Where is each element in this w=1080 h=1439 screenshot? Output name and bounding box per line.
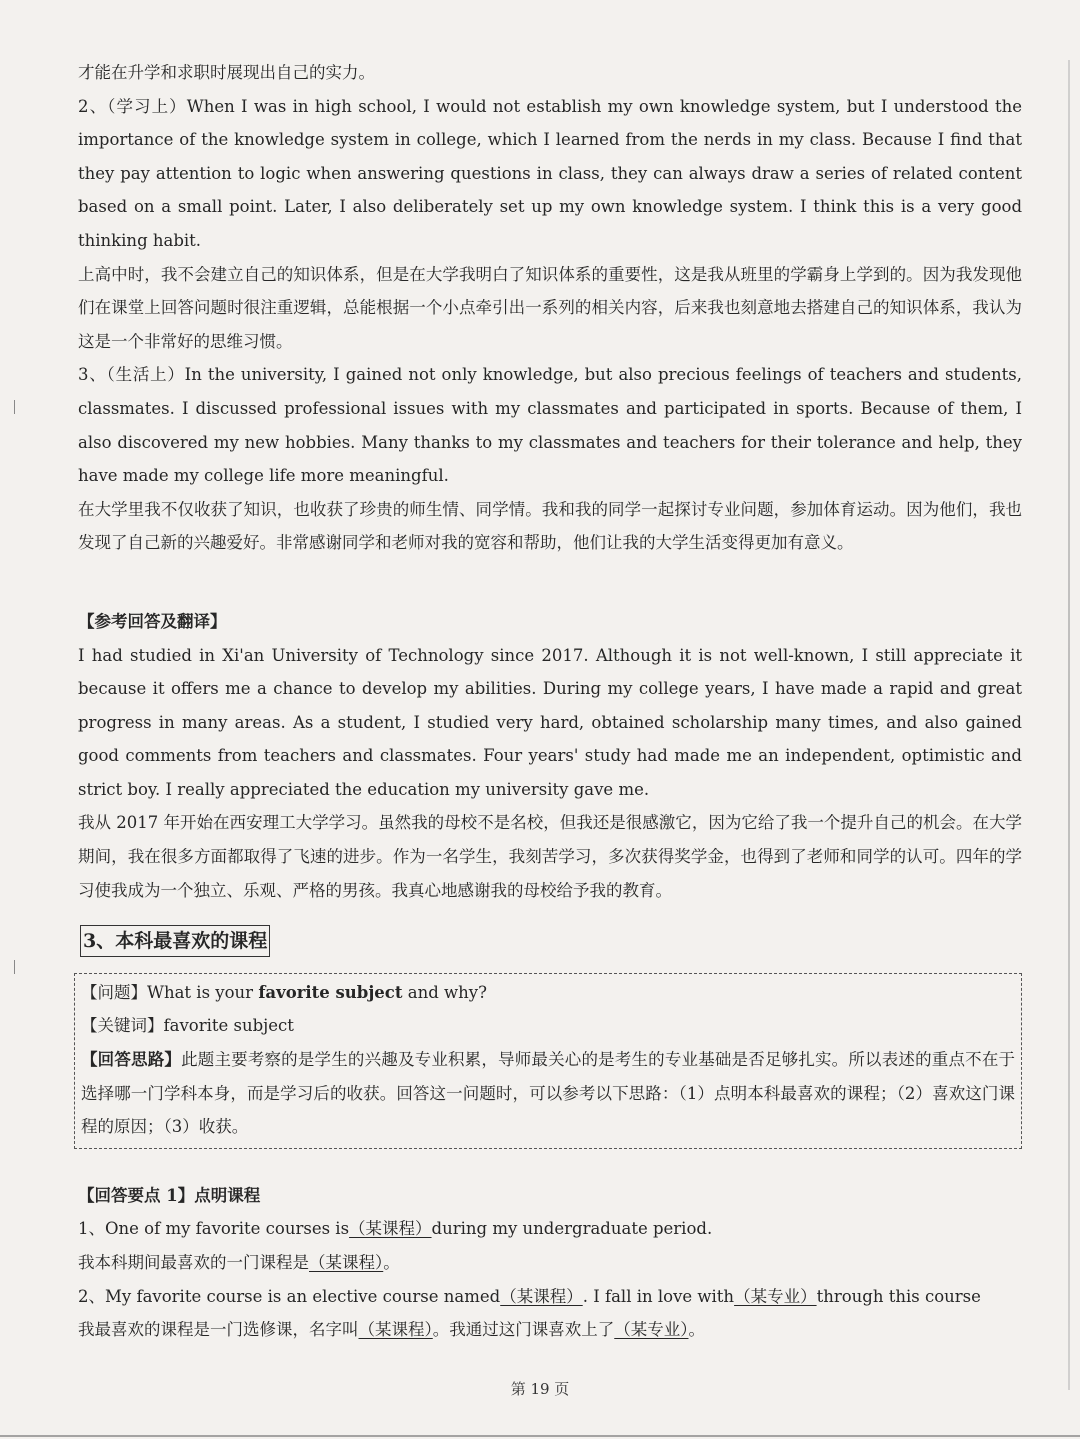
fill-blank: （某课程） [349,1219,432,1239]
sentence-text: 2、My favorite course is an elective course named [78,1286,501,1306]
intro-tail: 才能在升学和求职时展现出自己的实力。 [78,63,375,82]
page-number: 第 19 页 [510,1380,570,1398]
item-2-english [78,90,1022,258]
approach-label: 【回答思路】 [81,1050,182,1070]
point-1-heading: 【回答要点 1】点明课程 [78,1185,261,1205]
keyword-text: favorite subject [163,1016,294,1036]
sentence-text: 我最喜欢的课程是一门选修课，名字叫 [78,1320,359,1340]
sentence-text: 我本科期间最喜欢的一门课程是 [78,1253,309,1272]
reference-chinese: 我从 2017 年开始在西安理工大学学习。虽然我的母校不是名校，但我还是很感激它，因为它给了我一个提升自己的机会。在大学期间，我在很多方面都取得了飞速的进步。作为一名学生，我刻苦学习，多次获得奖学金，也得到了老师和同学的认可。四年的学习使我成为一个独立、乐观、严格的男孩。我真心地感谢我的母校给予我的教育。 [78,813,1022,900]
sentence-2-english [78,1280,1022,1314]
fill-blank: （某专业） [614,1320,689,1340]
document-page [78,56,1022,1347]
spacer [78,560,1022,593]
margin-mark [14,960,15,974]
item-3-english-text: In the university, I gained not only knowledge, but also precious feelings of teachers and students, classmates. I discussed professional issues with my classmates and participated in sports. Because of them, I also discovered my new hobbies. Many thanks to my classmates and teachers for their tolerance and help, they have made my college life more meaningful. [78,365,1022,486]
item-3-prefix: 3、（生活上） [78,365,185,385]
approach-line [81,1043,1015,1144]
sentence-1-english [78,1212,1022,1246]
item-2-english-text: When I was in high school, I would not establish my own knowledge system, but I understood the importance of the knowledge system in college, which I learned from the nerds in my class. Because I find that they pay attention to logic when answering questions in class, they can always draw a series of related content based on a small point. Later, I also deliberately set up my own knowledge system. I think this is a very good thinking habit. [78,96,1022,250]
sentence-text: during my undergraduate period. [431,1219,713,1239]
reference-english: I had studied in Xi'an University of Technology since 2017. Although it is not well-known, I still appreciate it because it offers me a chance to develop my abilities. During my college years, I have made a rapid and great progress in many areas. As a student, I studied very hard, obtained scholarship many times, and also gained good comments from teachers and classmates. Four years' study had made me an independent, optimistic and strict boy. I really appreciated the education my university gave me. [78,645,1022,799]
sentence-text: through this course [816,1286,981,1306]
item-3-english [78,358,1022,492]
fill-blank: （某课程） [309,1253,384,1272]
fill-blank: （某课程） [358,1320,433,1340]
sentence-text: 1、One of my favorite courses is [78,1219,350,1239]
question-box [74,973,1022,1149]
keyword-line [81,1009,1015,1043]
fill-blank: （某专业） [734,1286,817,1306]
keyword-label: 【关键词】 [81,1016,164,1036]
question-keyword: favorite subject [258,982,403,1002]
section-title: 3、本科最喜欢的课程 [80,925,270,957]
sentence-2-chinese [78,1313,1022,1347]
fill-blank: （某课程） [500,1286,583,1306]
page-bottom-edge [0,1435,1080,1437]
approach-text: 此题主要考察的是学生的兴趣及专业积累，导师最关心的是考生的专业基础是否足够扎实。所以表述的重点不在于选择哪一门学科本身，而是学习后的收获。回答这一问题时，可以参考以下思路：（1）点明本科最喜欢的课程；（2）喜欢这门课程的原因；（3）收获。 [81,1050,1016,1137]
sentence-text: . I fall in love with [582,1286,735,1306]
question-label: 【问题】 [81,982,147,1002]
question-line [81,976,1015,1010]
question-text: What is your [147,982,259,1002]
sentence-text: 。 [688,1320,705,1340]
item-2-prefix: 2、（学习上） [78,96,187,116]
sentence-text: 。 [383,1253,400,1272]
question-text-end: and why? [402,982,487,1002]
reference-heading: 【参考回答及翻译】 [78,611,227,631]
margin-mark [14,400,15,414]
sentence-1-chinese [78,1246,1022,1280]
page-edge-shadow [1068,60,1070,1390]
sentence-text: 。我通过这门课喜欢上了 [432,1320,615,1340]
item-2-chinese: 上高中时，我不会建立自己的知识体系，但是在大学我明白了知识体系的重要性，这是我从班里的学霸身上学到的。因为我发现他们在课堂上回答问题时很注重逻辑，总能根据一个小点牵引出一系列的相关内容，后来我也刻意地去搭建自己的知识体系，我认为这是一个非常好的思维习惯。 [78,264,1022,351]
item-3-chinese: 在大学里我不仅收获了知识，也收获了珍贵的师生情、同学情。我和我的同学一起探讨专业问题，参加体育运动。因为他们，我也发现了自己新的兴趣爱好。非常感谢同学和老师对我的宽容和帮助，他们让我的大学生活变得更加有意义。 [78,499,1022,553]
